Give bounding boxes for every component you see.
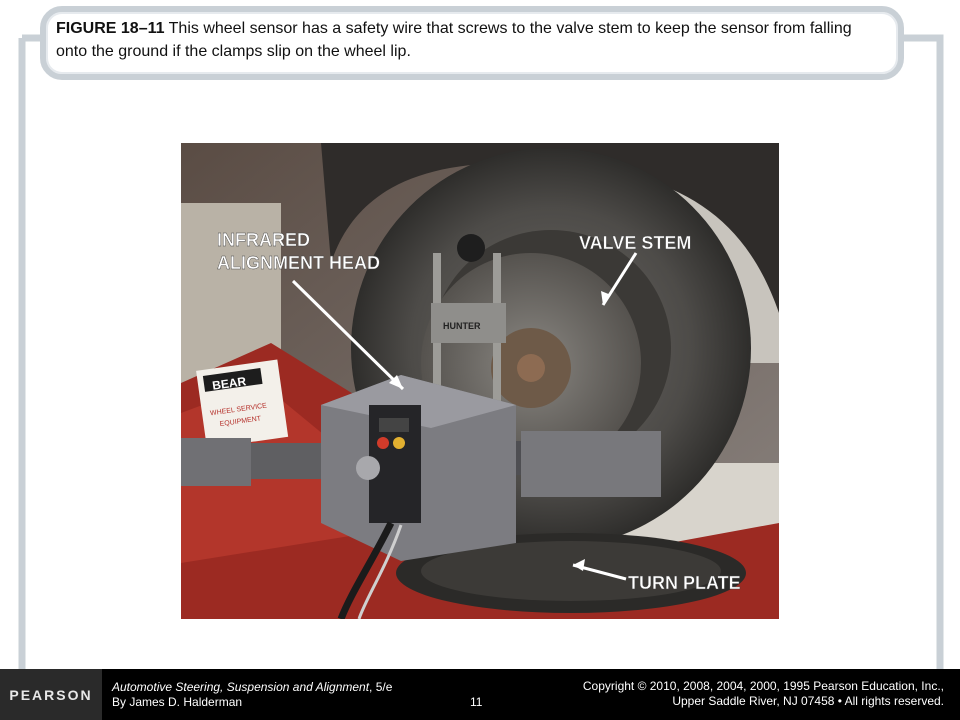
figure-caption: [56, 17, 876, 63]
figure-label: FIGURE 18–11: [56, 20, 165, 37]
bear-sign: [196, 360, 288, 449]
book-title: Automotive Steering, Suspension and Alignment: [112, 680, 370, 694]
sign-brand: BEAR: [211, 374, 247, 393]
sensor-brand: HUNTER: [443, 321, 481, 331]
book-edition: , 5/e: [369, 680, 393, 694]
alignment-head: [321, 375, 516, 561]
copyright: [564, 679, 944, 709]
label-valve-stem: VALVE STEM: [579, 233, 692, 253]
sign-line3: EQUIPMENT: [219, 415, 262, 429]
wheel-sensor-photo: [181, 143, 779, 619]
caption-text: This wheel sensor has a safety wire that screws to the valve stem to keep the sensor from falling onto the ground if the clamps slip on the wheel lip.: [56, 20, 852, 60]
page-number: 11: [470, 695, 483, 709]
label-infrared: INFRARED: [217, 230, 310, 250]
label-turn-plate: TURN PLATE: [628, 573, 741, 593]
pearson-logo: PEARSON: [0, 669, 102, 720]
sign-line2: WHEEL SERVICE: [209, 402, 268, 418]
book-author: By James D. Halderman: [112, 695, 243, 709]
copyright-line2: Upper Saddle River, NJ 07458 • All rights reserved.: [672, 694, 944, 708]
label-alignment-head: ALIGNMENT HEAD: [217, 253, 380, 273]
copyright-line1: Copyright © 2010, 2008, 2004, 2000, 1995 Pearson Education, Inc.,: [582, 679, 944, 693]
book-info: [112, 680, 392, 710]
